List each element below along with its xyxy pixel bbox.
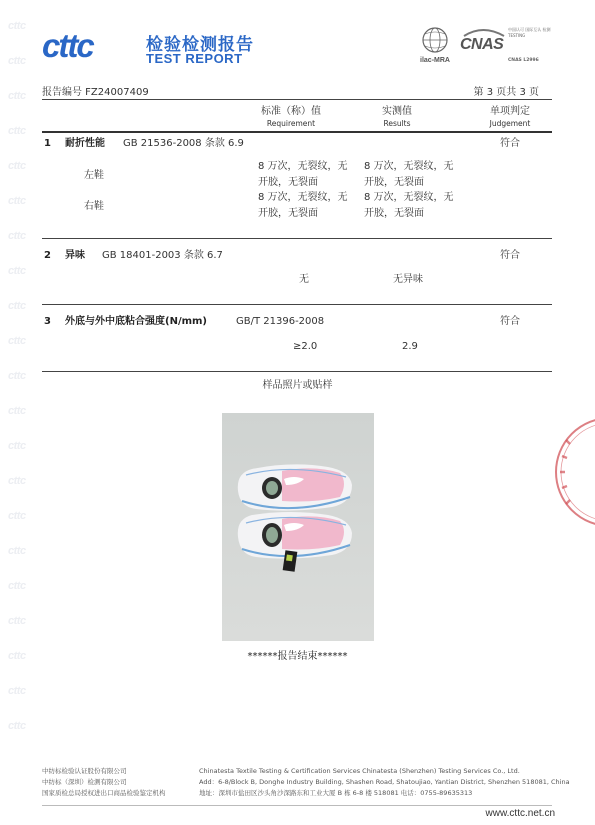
item-judgement: 符合 xyxy=(500,138,520,149)
watermark-logo: cttc xyxy=(8,20,26,32)
watermark-logo: cttc xyxy=(8,580,26,592)
footer-company-names: Chinatesta Textile Testing & Certification Services Chinatesta (Shenzhen) Testing Services Co., Ltd. xyxy=(199,767,520,775)
shoe-pair-image xyxy=(222,413,374,641)
item-number: 3 xyxy=(44,316,51,327)
column-judgement xyxy=(470,106,550,130)
watermark-logo: cttc xyxy=(8,510,26,522)
footer-address xyxy=(199,766,570,799)
watermark-logo: cttc xyxy=(8,545,26,557)
cttc-logo xyxy=(42,28,262,68)
sample-label-left: 左鞋 xyxy=(84,170,104,181)
sample-photo xyxy=(222,413,374,641)
globe-icon xyxy=(413,26,457,66)
item-standard: GB/T 21396-2008 xyxy=(236,316,325,327)
watermark-logo: cttc xyxy=(8,615,26,627)
cnas-small-text: 中国认可 国际互认 检测 TESTING xyxy=(508,27,551,38)
header-divider xyxy=(42,99,552,100)
result-value: 2.9 xyxy=(402,341,418,352)
column-requirement-cn: 标准（称）值 xyxy=(261,106,321,117)
footer-org-line: 中纺标（深圳）检测有限公司 xyxy=(42,778,127,786)
watermark-logo: cttc xyxy=(8,685,26,697)
footer-org-line: 中纺标检验认证股份有限公司 xyxy=(42,767,127,775)
cnas-code: CNAS L2996 xyxy=(508,58,539,63)
row-divider xyxy=(42,304,552,305)
watermark-logo: cttc xyxy=(8,405,26,417)
requirement-value: ≥2.0 xyxy=(293,341,318,352)
cnas-mark xyxy=(460,26,560,66)
column-results-cn: 实测值 xyxy=(382,106,412,117)
watermark-logo: cttc xyxy=(8,125,26,137)
watermark-logo: cttc xyxy=(8,55,26,67)
item-standard: GB 21536-2008 条款 6.9 xyxy=(123,138,244,149)
seal-stamp-icon xyxy=(540,410,595,540)
item-judgement: 符合 xyxy=(500,316,520,327)
item-name: 耐折性能 xyxy=(65,138,105,149)
footer-website-link[interactable]: www.cttc.net.cn xyxy=(485,808,555,819)
item-number: 2 xyxy=(44,250,51,261)
page-number: 第 3 页共 3 页 xyxy=(473,87,539,98)
watermark-logo: cttc xyxy=(8,370,26,382)
ilac-mra-mark xyxy=(413,26,457,66)
item-judgement: 符合 xyxy=(500,250,520,261)
company-seal xyxy=(540,410,595,540)
watermark-logo: cttc xyxy=(8,335,26,347)
cnas-text: CNAS xyxy=(460,36,504,53)
item-name: 异味 xyxy=(65,250,85,261)
report-title-en: TEST REPORT xyxy=(146,51,243,66)
watermark-logo: cttc xyxy=(8,475,26,487)
footer-org-names xyxy=(42,766,166,799)
result-value: 8 万次，无裂纹，无开胶，无裂面 xyxy=(364,192,454,219)
requirement-value: 8 万次，无裂纹，无开胶，无裂面 xyxy=(258,192,348,219)
column-results xyxy=(345,106,449,130)
watermark-logo: cttc xyxy=(8,720,26,732)
logo-mark: cttc xyxy=(42,27,93,64)
watermark-column xyxy=(0,0,44,825)
row-divider xyxy=(42,371,552,372)
footer-address-cn: 地址：深圳市盐田区沙头角沙深路东和工业大厦 B 栋 6-8 楼 518081 电话：0755-89635313 xyxy=(199,789,473,797)
footer-address-en: Add：6-8/Block B, Donghe Industry Building, Shashen Road, Shatoujiao, Yantian District, Shenzhen 518081, China xyxy=(199,778,570,786)
item-name: 外底与外中底粘合强度(N/mm) xyxy=(65,316,208,327)
footer-divider xyxy=(42,805,552,806)
watermark-logo: cttc xyxy=(8,300,26,312)
report-end-mark: ******报告结束****** xyxy=(247,651,348,662)
requirement-value: 8 万次，无裂纹，无开胶，无裂面 xyxy=(258,161,348,188)
watermark-logo: cttc xyxy=(8,90,26,102)
column-judgement-en: Judgement xyxy=(489,119,531,128)
item-standard: GB 18401-2003 条款 6.7 xyxy=(102,250,223,261)
row-divider xyxy=(42,238,552,239)
result-value: 无异味 xyxy=(393,274,423,285)
column-requirement-en: Requirement xyxy=(266,119,316,128)
footer-org-line: 国家质检总局授权进出口商品检验鉴定机构 xyxy=(42,789,166,797)
svg-text:ilac-MRA: ilac-MRA xyxy=(420,57,450,64)
column-results-en: Results xyxy=(383,119,411,128)
watermark-logo: cttc xyxy=(8,650,26,662)
watermark-logo: cttc xyxy=(8,230,26,242)
photo-section-title: 样品照片或贴样 xyxy=(262,380,333,391)
requirement-value: 无 xyxy=(299,274,309,285)
column-requirement xyxy=(238,106,344,130)
column-judgement-cn: 单项判定 xyxy=(490,106,530,117)
table-header-divider xyxy=(42,131,552,133)
watermark-logo: cttc xyxy=(8,265,26,277)
item-number: 1 xyxy=(44,138,51,149)
report-title-cn: 检验检测报告 xyxy=(146,35,254,55)
sample-label-right: 右鞋 xyxy=(84,201,104,212)
watermark-logo: cttc xyxy=(8,160,26,172)
result-value: 8 万次，无裂纹，无开胶，无裂面 xyxy=(364,161,454,188)
watermark-logo: cttc xyxy=(8,195,26,207)
watermark-logo: cttc xyxy=(8,440,26,452)
report-number: 报告编号 FZ24007409 xyxy=(42,87,149,98)
